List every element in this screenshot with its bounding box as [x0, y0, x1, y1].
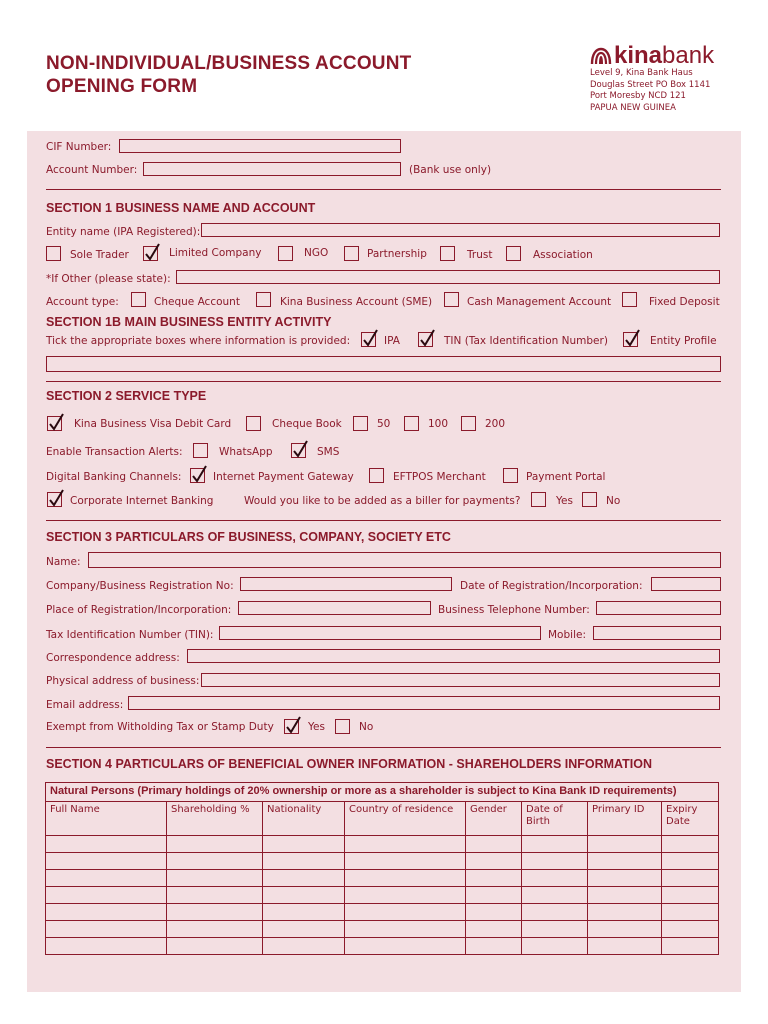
- checkbox-book-100[interactable]: [404, 416, 419, 431]
- table-caption: Natural Persons (Primary holdings of 20% ownership or more as a shareholder is subject to Kina Bank ID requirements): [46, 783, 719, 802]
- address-line: Port Moresby NCD 121: [590, 91, 686, 101]
- col-shareholding: Shareholding %: [167, 802, 263, 836]
- table-cell[interactable]: [263, 836, 345, 853]
- phys-address-input[interactable]: [201, 673, 720, 687]
- table-cell[interactable]: [167, 904, 263, 921]
- table-cell[interactable]: [662, 904, 719, 921]
- ngo-label: NGO: [304, 247, 329, 259]
- cash-management-label: Cash Management Account: [467, 296, 612, 308]
- check-icon: [623, 329, 641, 349]
- natural-persons-table: [45, 782, 719, 955]
- table-cell[interactable]: [466, 887, 522, 904]
- checkbox-corporate-banking[interactable]: [47, 492, 62, 507]
- checkbox-biller-yes[interactable]: [531, 492, 546, 507]
- phys-address-label: Physical address of business:: [46, 675, 200, 687]
- table-cell[interactable]: [522, 853, 588, 870]
- account-number-label: Account Number:: [46, 164, 138, 176]
- col-expiry: Expiry Date: [662, 802, 719, 836]
- name-label: Name:: [46, 556, 81, 568]
- phone-input[interactable]: [596, 601, 721, 615]
- cheque-book-label: Cheque Book: [272, 418, 342, 430]
- table-row: [46, 904, 719, 921]
- entity-name-label: Entity name (IPA Registered):: [46, 226, 201, 238]
- checkbox-book-50[interactable]: [353, 416, 368, 431]
- table-cell[interactable]: [46, 870, 167, 887]
- account-number-input[interactable]: [143, 162, 401, 176]
- divider: [46, 520, 721, 521]
- checkbox-partnership[interactable]: [344, 246, 359, 261]
- activity-input[interactable]: [46, 356, 721, 372]
- table-cell[interactable]: [522, 836, 588, 853]
- cheque-account-label: Cheque Account: [154, 296, 240, 308]
- table-row: [46, 870, 719, 887]
- biller-no-label: No: [606, 495, 621, 507]
- form-title: [46, 52, 411, 98]
- tin-field-label: Tax Identification Number (TIN):: [46, 629, 214, 641]
- table-cell[interactable]: [662, 921, 719, 938]
- col-dob: Date of Birth: [522, 802, 588, 836]
- check-icon: [291, 440, 309, 460]
- table-cell[interactable]: [522, 938, 588, 955]
- table-row: [46, 887, 719, 904]
- other-input[interactable]: [176, 270, 720, 284]
- table-cell[interactable]: [46, 938, 167, 955]
- logo-bank: bank: [662, 42, 715, 69]
- corr-address-label: Correspondence address:: [46, 652, 180, 664]
- bank-use-note: (Bank use only): [409, 164, 492, 176]
- eftpos-label: EFTPOS Merchant: [393, 471, 486, 483]
- visa-debit-label: Kina Business Visa Debit Card: [74, 418, 232, 430]
- book-200-label: 200: [485, 418, 506, 430]
- table-cell[interactable]: [588, 836, 662, 853]
- checkbox-cheque-account[interactable]: [131, 292, 146, 307]
- table-cell[interactable]: [466, 836, 522, 853]
- table-cell[interactable]: [522, 887, 588, 904]
- table-cell[interactable]: [167, 938, 263, 955]
- entity-name-input[interactable]: [201, 223, 720, 237]
- check-icon: [361, 329, 379, 349]
- table-cell[interactable]: [662, 938, 719, 955]
- table-cell[interactable]: [466, 853, 522, 870]
- mobile-label: Mobile:: [548, 629, 586, 641]
- table-cell[interactable]: [46, 836, 167, 853]
- digital-channels-label: Digital Banking Channels:: [46, 471, 182, 483]
- payment-portal-label: Payment Portal: [526, 471, 606, 483]
- col-gender: Gender: [466, 802, 522, 836]
- address-line: PAPUA NEW GUINEA: [590, 102, 676, 113]
- tin-label: TIN (Tax Identification Number): [444, 335, 608, 347]
- check-icon: [284, 716, 302, 736]
- tin-input[interactable]: [219, 626, 541, 640]
- reg-no-label: Company/Business Registration No:: [46, 580, 234, 592]
- form-title-line2: OPENING FORM: [46, 76, 198, 97]
- table-cell[interactable]: [522, 870, 588, 887]
- check-icon: [47, 413, 65, 433]
- divider: [46, 381, 721, 382]
- section1b-title: SECTION 1B MAIN BUSINESS ENTITY ACTIVITY: [46, 315, 332, 329]
- checkbox-association[interactable]: [506, 246, 521, 261]
- table-cell[interactable]: [662, 887, 719, 904]
- table-row: [46, 836, 719, 853]
- table-row: [46, 938, 719, 955]
- table-cell[interactable]: [466, 938, 522, 955]
- table-cell[interactable]: [588, 904, 662, 921]
- reg-place-input[interactable]: [238, 601, 431, 615]
- checkbox-trust[interactable]: [440, 246, 455, 261]
- fixed-deposit-label: Fixed Deposit: [649, 296, 720, 308]
- partnership-label: Partnership: [367, 248, 427, 260]
- section3-title: SECTION 3 PARTICULARS OF BUSINESS, COMPANY, SOCIETY ETC: [46, 530, 451, 544]
- checkbox-eftpos[interactable]: [369, 468, 384, 483]
- name-input[interactable]: [88, 552, 721, 568]
- table-cell[interactable]: [46, 904, 167, 921]
- kina-wave-icon: [590, 46, 612, 66]
- corporate-banking-label: Corporate Internet Banking: [70, 495, 214, 507]
- section2-title: SECTION 2 SERVICE TYPE: [46, 389, 207, 403]
- book-50-label: 50: [377, 418, 391, 430]
- table-cell[interactable]: [588, 921, 662, 938]
- checkbox-entity-profile[interactable]: [623, 332, 638, 347]
- table-cell[interactable]: [345, 938, 466, 955]
- checkbox-sole-trader[interactable]: [46, 246, 61, 261]
- address-line: Douglas Street PO Box 1141: [590, 79, 711, 90]
- check-icon: [143, 243, 161, 263]
- table-cell[interactable]: [466, 921, 522, 938]
- table-cell[interactable]: [167, 853, 263, 870]
- book-100-label: 100: [428, 418, 449, 430]
- table-cell[interactable]: [46, 887, 167, 904]
- col-primary-id: Primary ID: [588, 802, 662, 836]
- section4-title: SECTION 4 PARTICULARS OF BENEFICIAL OWNER INFORMATION - SHAREHOLDERS INFORMATION: [46, 757, 653, 771]
- email-input[interactable]: [128, 696, 720, 710]
- kina-business-account-label: Kina Business Account (SME): [280, 296, 433, 308]
- check-icon: [47, 489, 65, 509]
- internet-payment-label: Internet Payment Gateway: [213, 471, 354, 483]
- table-row: [46, 921, 719, 938]
- table-cell[interactable]: [466, 870, 522, 887]
- check-icon: [418, 329, 436, 349]
- table-cell[interactable]: [522, 904, 588, 921]
- trust-label: Trust: [467, 249, 493, 261]
- phone-label: Business Telephone Number:: [438, 604, 590, 616]
- table-cell[interactable]: [263, 921, 345, 938]
- table-cell[interactable]: [345, 836, 466, 853]
- table-cell[interactable]: [46, 853, 167, 870]
- divider: [46, 747, 721, 748]
- cif-label: CIF Number:: [46, 141, 112, 153]
- checkbox-visa-debit[interactable]: [47, 416, 62, 431]
- divider: [46, 189, 721, 190]
- checkbox-internet-payment[interactable]: [190, 468, 205, 483]
- table-cell[interactable]: [46, 921, 167, 938]
- section1-title: SECTION 1 BUSINESS NAME AND ACCOUNT: [46, 201, 316, 215]
- table-cell[interactable]: [588, 887, 662, 904]
- cif-input[interactable]: [119, 139, 401, 153]
- table-cell[interactable]: [345, 921, 466, 938]
- checkbox-payment-portal[interactable]: [503, 468, 518, 483]
- association-label: Association: [533, 249, 593, 261]
- table-cell[interactable]: [345, 870, 466, 887]
- reg-place-label: Place of Registration/Incorporation:: [46, 604, 232, 616]
- checkbox-sms[interactable]: [291, 443, 306, 458]
- biller-question: Would you like to be added as a biller for payments?: [244, 495, 521, 507]
- col-nationality: Nationality: [263, 802, 345, 836]
- col-country: Country of residence: [345, 802, 466, 836]
- table-cell[interactable]: [263, 870, 345, 887]
- table-cell[interactable]: [345, 853, 466, 870]
- table-cell[interactable]: [588, 870, 662, 887]
- table-cell[interactable]: [263, 853, 345, 870]
- ipa-label: IPA: [384, 335, 400, 347]
- checkbox-cash-management[interactable]: [444, 292, 459, 307]
- mobile-input[interactable]: [593, 626, 721, 640]
- checkbox-limited-company[interactable]: [143, 246, 158, 261]
- table-cell[interactable]: [662, 836, 719, 853]
- table-cell[interactable]: [167, 836, 263, 853]
- col-full-name: Full Name: [46, 802, 167, 836]
- checkbox-tin[interactable]: [418, 332, 433, 347]
- table-row: [46, 853, 719, 870]
- checkbox-biller-no[interactable]: [582, 492, 597, 507]
- other-label: *If Other (please state):: [46, 273, 171, 285]
- table-cell[interactable]: [263, 904, 345, 921]
- bank-address: [590, 68, 710, 114]
- kina-bank-logo: [590, 42, 714, 70]
- exempt-no-label: No: [359, 721, 374, 733]
- account-type-label: Account type:: [46, 296, 119, 308]
- table-cell[interactable]: [588, 853, 662, 870]
- table-cell[interactable]: [263, 938, 345, 955]
- checkbox-kina-business-account[interactable]: [256, 292, 271, 307]
- exempt-label: Exempt from Witholding Tax or Stamp Duty: [46, 721, 274, 733]
- table-cell[interactable]: [263, 887, 345, 904]
- table-cell[interactable]: [588, 938, 662, 955]
- checkbox-exempt-yes[interactable]: [284, 719, 299, 734]
- checkbox-ipa[interactable]: [361, 332, 376, 347]
- address-line: Level 9, Kina Bank Haus: [590, 68, 693, 78]
- checkbox-book-200[interactable]: [461, 416, 476, 431]
- email-label: Email address:: [46, 699, 124, 711]
- table-cell[interactable]: [167, 870, 263, 887]
- exempt-yes-label: Yes: [308, 721, 325, 733]
- table-cell[interactable]: [345, 904, 466, 921]
- table-cell[interactable]: [466, 904, 522, 921]
- checkbox-fixed-deposit[interactable]: [622, 292, 637, 307]
- corr-address-input[interactable]: [187, 649, 720, 663]
- checkbox-exempt-no[interactable]: [335, 719, 350, 734]
- whatsapp-label: WhatsApp: [219, 446, 273, 458]
- reg-date-input[interactable]: [651, 577, 721, 591]
- entity-profile-label: Entity Profile: [650, 335, 717, 347]
- reg-no-input[interactable]: [240, 577, 452, 591]
- table-cell[interactable]: [662, 870, 719, 887]
- tick-instructions: Tick the appropriate boxes where information is provided:: [46, 335, 351, 347]
- checkbox-whatsapp[interactable]: [193, 443, 208, 458]
- check-icon: [190, 465, 208, 485]
- form-title-line1: NON-INDIVIDUAL/BUSINESS ACCOUNT: [46, 53, 412, 74]
- table-cell[interactable]: [345, 887, 466, 904]
- sms-label: SMS: [317, 446, 340, 458]
- alerts-label: Enable Transaction Alerts:: [46, 446, 183, 458]
- biller-yes-label: Yes: [556, 495, 573, 507]
- reg-date-label: Date of Registration/Incorporation:: [460, 580, 643, 592]
- table-cell[interactable]: [167, 887, 263, 904]
- table-cell[interactable]: [167, 921, 263, 938]
- table-cell[interactable]: [662, 853, 719, 870]
- limited-company-label: Limited Company: [169, 247, 262, 259]
- table-cell[interactable]: [522, 921, 588, 938]
- logo-kina: kina: [614, 42, 663, 69]
- checkbox-ngo[interactable]: [278, 246, 293, 261]
- sole-trader-label: Sole Trader: [70, 249, 129, 261]
- checkbox-cheque-book[interactable]: [246, 416, 261, 431]
